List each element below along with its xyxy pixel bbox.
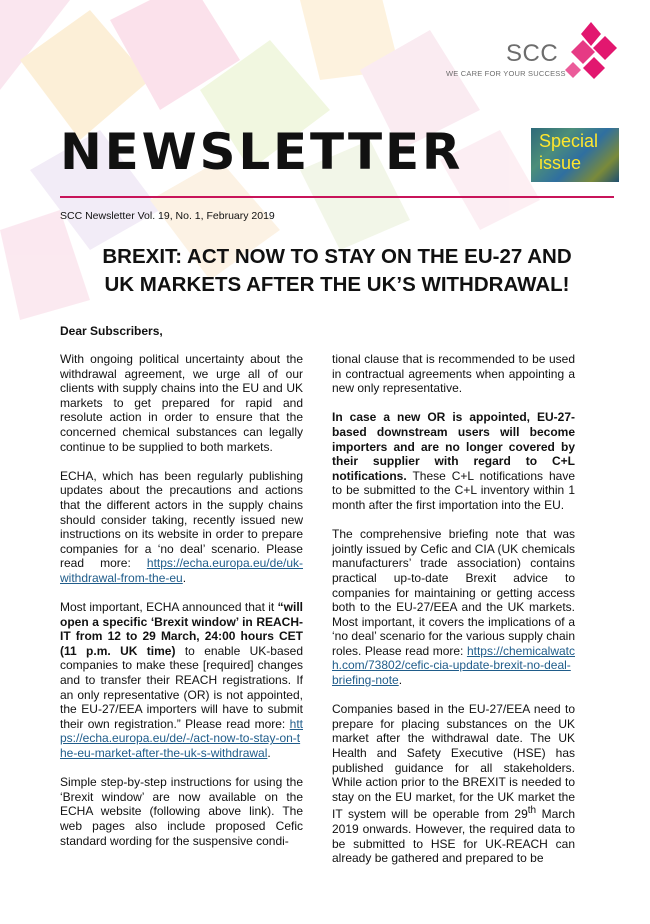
- headline-line-1: BREXIT: ACT NOW TO STAY ON THE EU-27 AND: [102, 245, 572, 268]
- paragraph-text: These C+L notifications have to be submitted to the C+L inventory within 1 month after the first importation into the EU.: [332, 468, 575, 512]
- paragraph-text: March 2019 onwards. However, the required data to be submitted to HSE for UK-REACH can already be gathered and prepared to be: [332, 807, 575, 866]
- paragraph-text: to enable UK-based companies to make these [required] changes and to transfer their REACH registrations. If an only representative (OR) is not appointed, the EU-27/EEA importers will have to submit their own registration.”: [60, 643, 303, 731]
- read-more-label: Please read more:: [364, 643, 464, 658]
- echa-withdrawal-link[interactable]: https://echa.europa.eu/de/uk-withdrawal-from-the-eu: [60, 556, 303, 585]
- logo-tagline: WE CARE FOR YOUR SUCCESS: [446, 69, 566, 78]
- paragraph-text: The comprehensive briefing note that was jointly issued by Cefic and CIA (UK chemicals manufacturers’ trade association) contains practical up-to-date Brexit advice to companies for maintaining or getting access both to the EU-27/EEA and the UK markets. Most important, it covers the implications of a ‘no deal’ scenario for the various supply chain roles.: [332, 527, 575, 658]
- logo-diamond-icon: [561, 20, 621, 90]
- paragraph: Simple step-by-step instructions for using the ‘Brexit window’ are now available on the ECHA website (following above link). The web pages also include proposed Cefic standard wording for the suspensive condi-: [60, 775, 303, 848]
- left-column: [60, 352, 303, 863]
- paragraph: [60, 469, 303, 586]
- paragraph: [60, 600, 303, 761]
- chemicalwatch-link[interactable]: https://chemicalwatch.com/73802/cefic-cia-update-brexit-no-deal-briefing-note: [332, 643, 575, 688]
- company-logo: [446, 20, 621, 90]
- punctuation: .: [182, 570, 187, 585]
- article-headline: [60, 243, 614, 299]
- newsletter-masthead: NEWSLETTER: [60, 123, 464, 181]
- read-more-label: Please read more:: [185, 716, 286, 731]
- paragraph: [332, 702, 575, 866]
- punctuation: .: [267, 746, 271, 761]
- special-issue-badge: [531, 128, 619, 182]
- paragraph-text: ECHA, which has been regularly publishing updates about the precautions and actions that the different actors in the supply chains should consider taking, recently issued new instructions on its website in order to prepare companies for a ‘no deal’ scenario.: [60, 468, 303, 556]
- right-column: [332, 352, 575, 880]
- issue-line: SCC Newsletter Vol. 19, No. 1, February 2019: [60, 210, 275, 222]
- brexit-window-highlight: “will open a specific ‘Brexit window’ in REACH-IT from 12 to 29 March, 24:00 hours CET (11 p.m. UK time): [60, 600, 303, 658]
- read-more-label: Please read more:: [60, 541, 303, 571]
- headline-line-2: UK MARKETS AFTER THE UK’S WITHDRAWAL!: [104, 273, 570, 296]
- paragraph-intro: Most important, ECHA announced that it: [60, 600, 275, 615]
- logo-name: SCC: [506, 40, 559, 67]
- paragraph: tional clause that is recommended to be used in contractual agreements when appointing a new only representative.: [332, 352, 575, 396]
- special-issue-label: Special issue: [539, 131, 599, 173]
- or-appointment-highlight: In case a new OR is appointed, EU-27-based downstream users will become importers and are no longer covered by their supplier with regard to C+L notifications.: [332, 410, 575, 483]
- paragraph: With ongoing political uncertainty about the withdrawal agreement, we urge all of our clients with supply chains into the EU and UK markets to get prepared for rapid and resolute action in order to ensure that the concerned chemical substances can legally continue to be supplied to both markets.: [60, 352, 303, 454]
- superscript: th: [527, 805, 537, 817]
- salutation: Dear Subscribers,: [60, 324, 163, 338]
- echa-act-now-link[interactable]: https://echa.europa.eu/de/-/act-now-to-stay-on-the-eu-market-after-the-uk-s-withdrawal: [60, 716, 303, 761]
- paragraph-text: Companies based in the EU-27/EEA need to prepare for placing substances on the UK market after the withdrawal date. The UK Health and Safety Executive (HSE) has published guidance for all stakeholders. While action prior to the BREXIT is needed to stay on the EU market, for the UK market the IT system will be operable from 29: [332, 702, 575, 822]
- paragraph: [332, 410, 575, 512]
- masthead-divider: [60, 196, 614, 198]
- punctuation: .: [398, 673, 403, 688]
- paragraph: [332, 527, 575, 688]
